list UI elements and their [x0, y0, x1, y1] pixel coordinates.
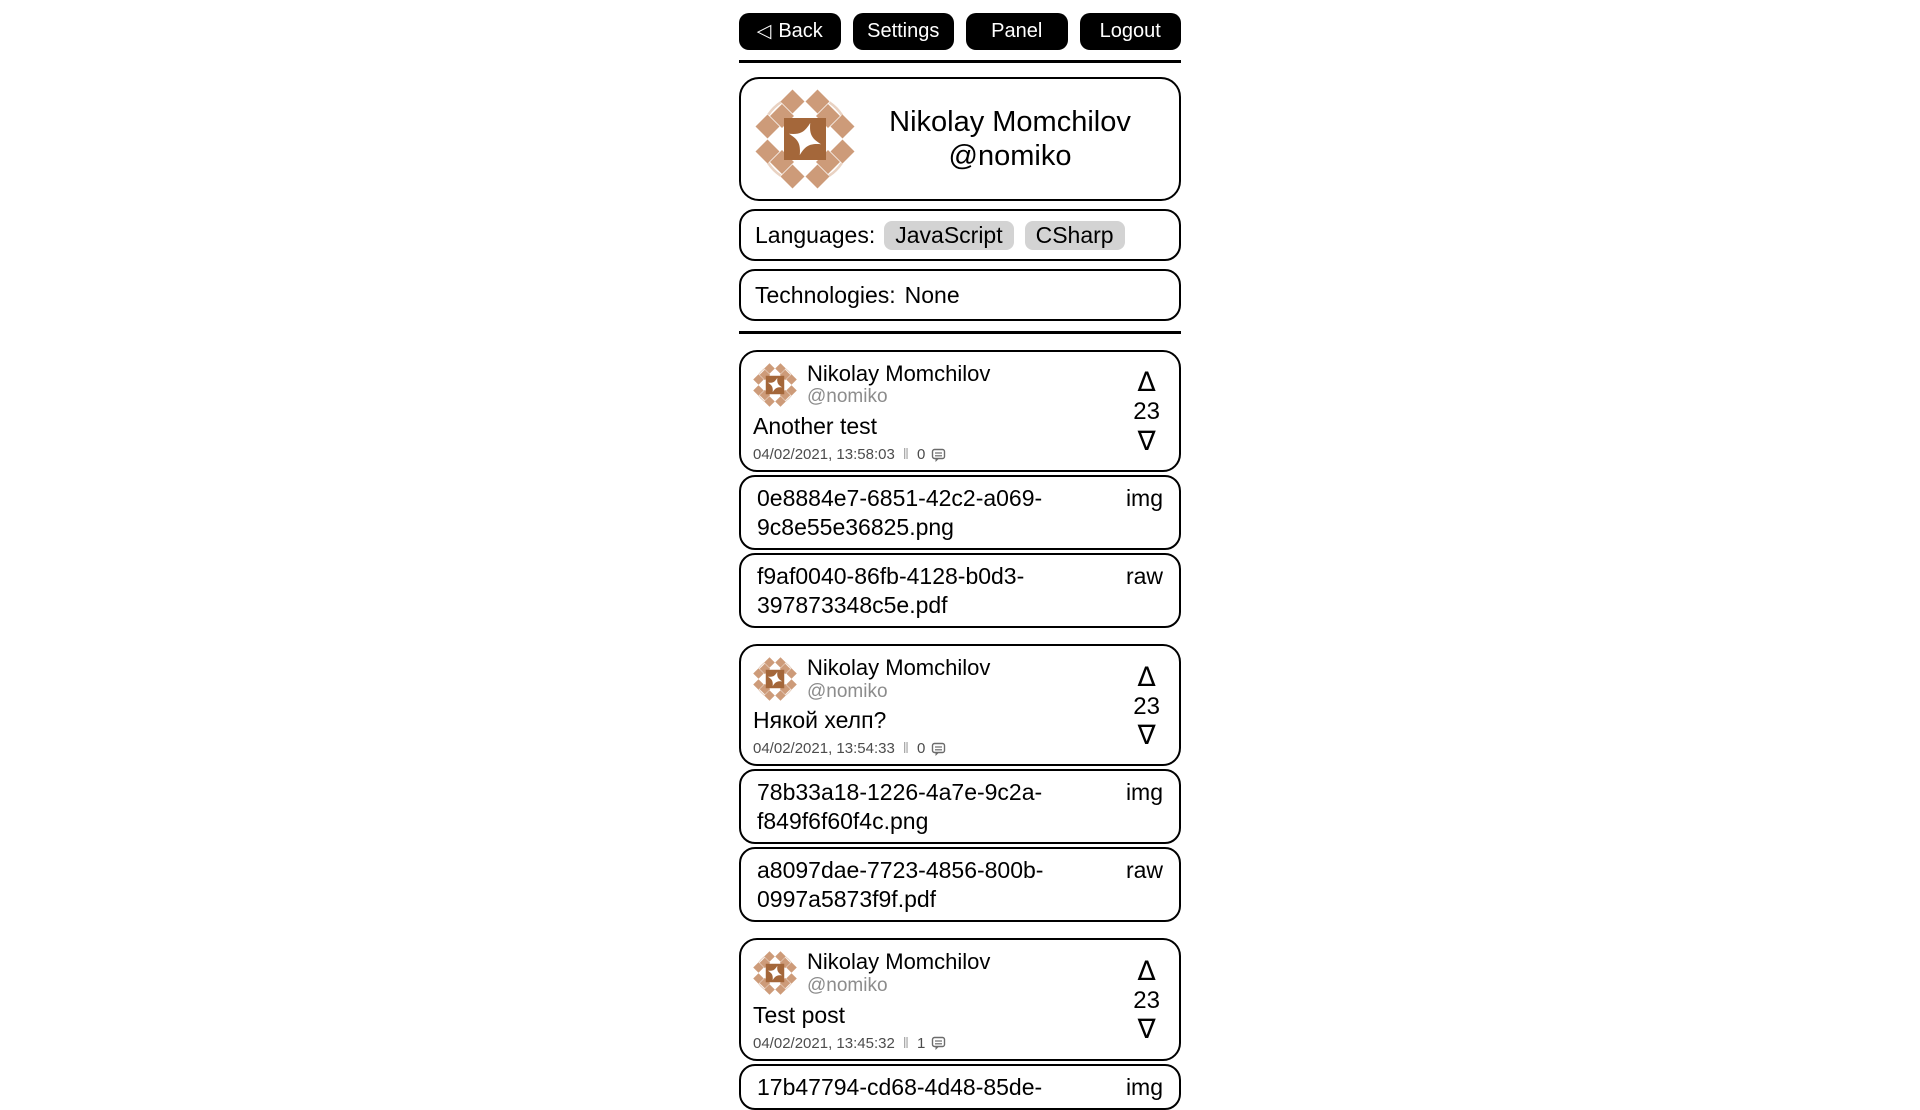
logout-button[interactable]	[1080, 13, 1182, 50]
post-card[interactable]	[739, 644, 1181, 766]
upvote-button[interactable]: Δ	[1137, 955, 1156, 987]
back-arrow-icon: ◁	[756, 21, 772, 42]
logout-button-label: Logout	[1099, 20, 1161, 42]
profile-name-block	[855, 105, 1165, 173]
attachment-row[interactable]	[739, 1064, 1181, 1110]
upvote-button[interactable]: Δ	[1137, 661, 1156, 693]
post-meta	[753, 446, 1127, 463]
page-content	[739, 0, 1181, 1110]
meta-separator: ‖	[902, 446, 909, 464]
post-group	[739, 938, 1181, 1110]
post-author-avatar[interactable]	[753, 363, 797, 407]
post-main	[753, 361, 1127, 463]
technologies-value: None	[904, 281, 960, 308]
upvote-button[interactable]: Δ	[1137, 367, 1156, 399]
profile-card	[739, 77, 1181, 201]
post-timestamp: 04/02/2021, 13:58:03	[753, 446, 895, 464]
post-author-username: @nomiko	[807, 386, 888, 408]
vote-score: 23	[1133, 986, 1160, 1014]
attachment-filename: a8097dae-7723-4856-800b-0997a5873f9f.pdf	[757, 857, 1044, 912]
attachment-type-label: img	[1125, 485, 1163, 512]
vote-controls	[1127, 361, 1169, 463]
panel-button[interactable]	[966, 13, 1068, 50]
settings-button[interactable]	[853, 13, 955, 50]
divider-top	[739, 60, 1181, 63]
post-author-name: Nikolay Momchilov	[807, 949, 991, 975]
post-meta	[753, 1035, 1127, 1052]
attachment-row[interactable]	[739, 553, 1181, 628]
settings-button-label: Settings	[867, 20, 940, 42]
post-author-block	[807, 949, 990, 996]
profile-username: @nomiko	[948, 140, 1072, 172]
profile-avatar	[755, 89, 855, 189]
attachment-filename: f9af0040-86fb-4128-b0d3-397873348c5e.pdf	[757, 563, 1025, 618]
attachment-row[interactable]	[739, 847, 1181, 922]
languages-card	[739, 209, 1181, 261]
vote-score: 23	[1133, 398, 1160, 426]
back-button-label: Back	[778, 20, 823, 42]
post-meta	[753, 740, 1127, 757]
post-author-avatar[interactable]	[753, 951, 797, 995]
comment-count: 0	[917, 740, 926, 758]
post-main	[753, 655, 1127, 757]
post-header	[753, 949, 1127, 996]
post-main	[753, 949, 1127, 1051]
post-author-block	[807, 361, 990, 408]
attachment-list	[739, 475, 1181, 628]
comment-count: 1	[917, 1034, 926, 1052]
post-title: Test post	[753, 1001, 846, 1028]
attachment-row[interactable]	[739, 475, 1181, 550]
meta-separator: ‖	[902, 740, 909, 758]
technologies-label: Technologies:	[755, 281, 896, 308]
attachment-filename: 78b33a18-1226-4a7e-9c2a-f849f6f60f4c.png	[757, 779, 1043, 834]
comment-bubble-icon	[931, 742, 946, 757]
divider-posts	[739, 331, 1181, 334]
post-group	[739, 644, 1181, 922]
post-author-avatar[interactable]	[753, 657, 797, 701]
post-author-username: @nomiko	[807, 974, 888, 996]
attachment-filename: 17b47794-cd68-4d48-85de-	[757, 1073, 1043, 1100]
meta-separator: ‖	[902, 1034, 909, 1052]
post-author-block	[807, 655, 990, 702]
post-title: Another test	[753, 413, 878, 440]
post-group	[739, 350, 1181, 628]
downvote-button[interactable]: ∇	[1137, 425, 1156, 457]
profile-display-name: Nikolay Momchilov	[889, 105, 1131, 138]
attachment-type-label: img	[1125, 779, 1163, 806]
language-badge: CSharp	[1025, 221, 1125, 250]
attachment-type-label: raw	[1125, 563, 1163, 590]
comment-count: 0	[917, 446, 926, 464]
attachment-row[interactable]	[739, 769, 1181, 844]
comment-bubble-icon	[931, 448, 946, 463]
back-button[interactable]	[739, 13, 841, 50]
languages-label: Languages:	[755, 221, 876, 248]
attachment-list	[739, 769, 1181, 922]
attachment-type-label: img	[1125, 1073, 1163, 1100]
vote-controls	[1127, 949, 1169, 1051]
post-author-username: @nomiko	[807, 680, 888, 702]
attachment-type-label: raw	[1125, 857, 1163, 884]
post-feed	[739, 350, 1181, 1110]
post-author-name: Nikolay Momchilov	[807, 361, 991, 386]
post-author-name: Nikolay Momchilov	[807, 655, 991, 681]
attachment-list	[739, 1064, 1181, 1110]
panel-button-label: Panel	[991, 20, 1043, 42]
downvote-button[interactable]: ∇	[1137, 719, 1156, 751]
post-card[interactable]	[739, 938, 1181, 1060]
technologies-card	[739, 269, 1181, 321]
post-title: Някой хелп?	[753, 707, 887, 734]
post-timestamp: 04/02/2021, 13:45:32	[753, 1034, 895, 1052]
vote-controls	[1127, 655, 1169, 757]
post-card[interactable]	[739, 350, 1181, 472]
vote-score: 23	[1133, 692, 1160, 720]
comment-bubble-icon	[931, 1036, 946, 1051]
language-badge: JavaScript	[884, 221, 1013, 250]
post-header	[753, 361, 1127, 408]
toolbar	[739, 13, 1181, 50]
downvote-button[interactable]: ∇	[1137, 1014, 1156, 1046]
post-header	[753, 655, 1127, 702]
attachment-filename: 0e8884e7-6851-42c2-a069-9c8e55e36825.png	[757, 485, 1043, 540]
post-timestamp: 04/02/2021, 13:54:33	[753, 740, 895, 758]
